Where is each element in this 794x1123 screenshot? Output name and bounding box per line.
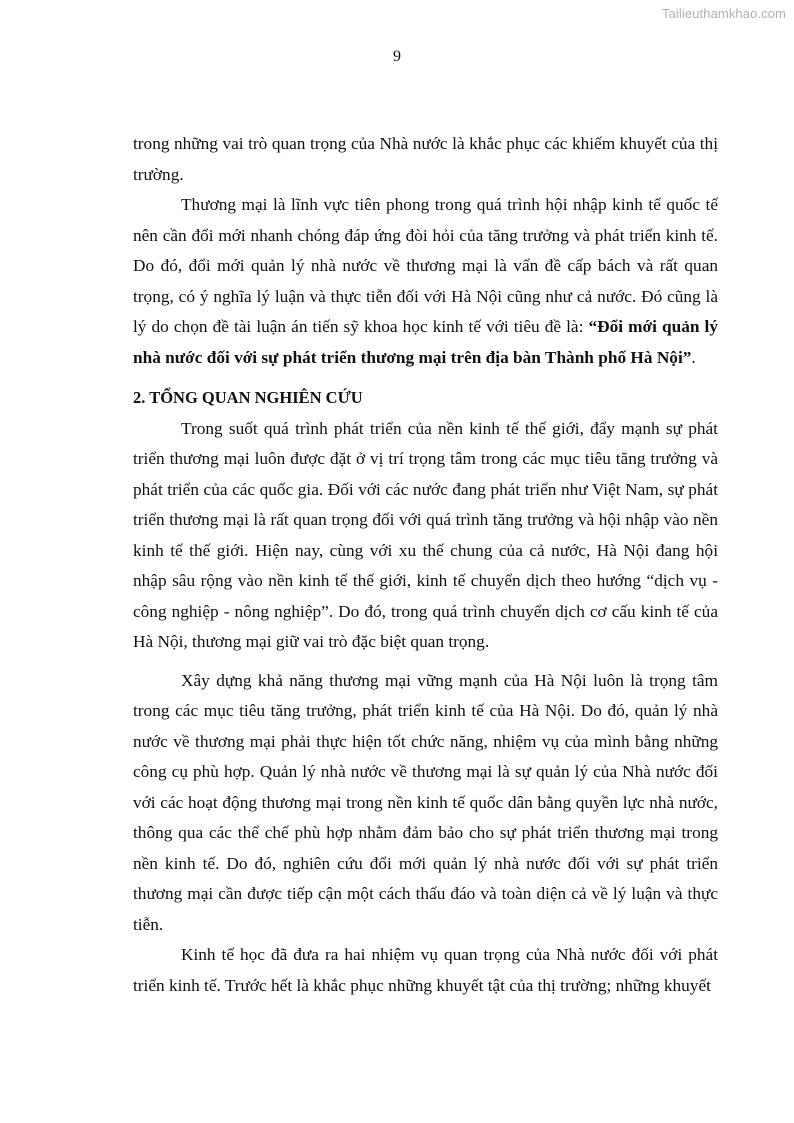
- thesis-title: “Đổi mới quản lý nhà nước đối với sự phát triển thương mại trên địa bàn Thành phố Hà Nội”: [133, 317, 718, 367]
- paragraph-4: Xây dựng khả năng thương mại vững mạnh của Hà Nội luôn là trọng tâm trong các mục tiêu tăng trưởng, phát triển kinh tế của Hà Nội. Do đó, quản lý nhà nước về thương mại phải thực hiện tốt chức năng, nhiệm vụ của mình bằng những công cụ phù hợp. Quản lý nhà nước về thương mại là sự quản lý của Nhà nước đối với các hoạt động thương mại trong nền kinh tế quốc dân bằng quyền lực nhà nước, thông qua các thể chế phù hợp nhằm đảm bảo cho sự phát triển thương mại trong nền kinh tế. Do đó, nghiên cứu đổi mới quản lý nhà nước đối với sự phát triển thương mại cần được tiếp cận một cách thấu đáo và toàn diện cả về lý luận và thực tiễn.: [133, 670, 718, 934]
- paragraph-1: trong những vai trò quan trọng của Nhà nước là khắc phục các khiếm khuyết của thị trường.: [133, 134, 718, 184]
- page-number: 9: [393, 48, 401, 65]
- watermark: Tailieuthamkhao.com: [661, 6, 786, 21]
- document-body: [133, 129, 718, 1001]
- paragraph-3: Trong suốt quá trình phát triển của nền kinh tế thế giới, đẩy mạnh sự phát triển thương mại luôn được đặt ở vị trí trọng tâm trong các mục tiêu tăng trưởng và phát triển của các quốc gia. Đối với các nước đang phát triển như Việt Nam, sự phát triển thương mại là rất quan trọng đối với quá trình tăng trưởng và hội nhập vào nền kinh tế thế giới. Hiện nay, cùng với xu thế chung của cả nước, Hà Nội đang hội nhập sâu rộng vào nền kinh tế thế giới, kinh tế chuyển dịch theo hướng “dịch vụ - công nghiệp - nông nghiệp”. Do đó, trong quá trình chuyển dịch cơ cấu kinh tế của Hà Nội, thương mại giữ vai trò đặc biệt quan trọng.: [133, 418, 718, 651]
- paragraph-2-end: .: [691, 347, 696, 367]
- paragraph-2-text: Thương mại là lĩnh vực tiên phong trong quá trình hội nhập kinh tế quốc tế nên cần đổi mới nhanh chóng đáp ứng đòi hỏi của tăng trưởng và phát triển kinh tế. Do đó, đổi mới quản lý nhà nước về thương mại là vấn đề cấp bách và rất quan trọng, có ý nghĩa lý luận và thực tiễn đối với Hà Nội cũng như cả nước. Đó cũng là lý do chọn đề tài luận án tiến sỹ khoa học kinh tế với tiêu đề là:: [133, 195, 718, 336]
- paragraph-2: [133, 190, 718, 373]
- paragraph-5: Kinh tế học đã đưa ra hai nhiệm vụ quan trọng của Nhà nước đối với phát triển kinh tế. Trước hết là khắc phục những khuyết tật của thị trường; những khuyết: [133, 945, 718, 995]
- section-heading: 2. TỔNG QUAN NGHIÊN CỨU: [133, 388, 363, 407]
